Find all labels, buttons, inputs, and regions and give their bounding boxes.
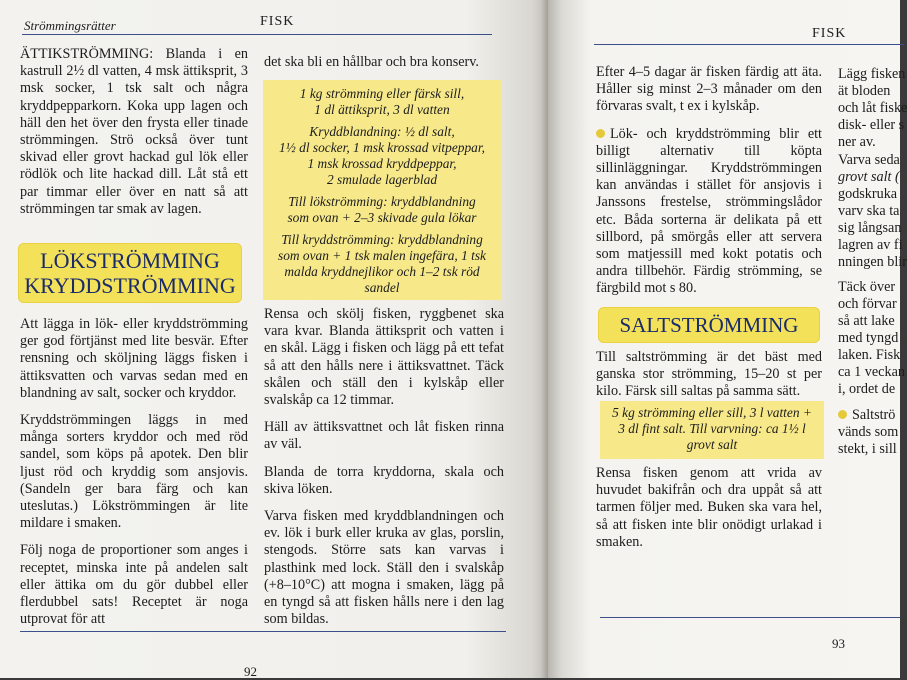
cutoff-text-line: nningen blir [838, 254, 907, 270]
cutoff-text-line: disk- eller s [838, 117, 905, 133]
right-column-1-lower [596, 465, 822, 561]
method-paragraph-4: Varva fisken med kryddblandningen och ev. lök i burk eller kruka av glas, porslin, stengods. Större sats kan varvas i plasthink med lock. Ställ den i svalskåp (+8–10°C) att mogna i smaken, lägg på en tyngd så att fisken hålls nere i den lag som bildas. [264, 508, 504, 628]
lokstromming-heading [18, 243, 242, 303]
cutoff-text-line: lagren av fi [838, 237, 903, 253]
ingredient-line: 2 smulade lagerblad [326, 172, 438, 187]
page-number: 92 [244, 664, 257, 679]
chapter-title: FISK [812, 26, 847, 41]
method-paragraph-3: Blanda de torra kryddorna, skala och skiva löken. [264, 463, 504, 497]
ingredient-line: 1 msk krossad kryddpeppar, [307, 156, 457, 171]
cutoff-text-line: i, ordet de [838, 381, 896, 397]
method-paragraph-1: Rensa och skölj fisken, ryggbenet ska vara kvar. Blanda ättiksprit och vatten i en skål. Lägg i fisken och lägg på ett tefat så att den hålls nere i ättiksvattnet. Täck skålen och ställ den i kylskåp eller svalskåp ca 12 timmar. [264, 306, 504, 409]
cutoff-text-line: ät bloden [838, 83, 891, 99]
chapter-title: FISK [260, 14, 295, 29]
attikstromming-paragraph: ÄTTIKSTRÖMMING: Blanda i en kastrull 2½ dl vatten, 4 msk ättiksprit, 3 msk socker, 1 tsk salt och några kryddpepparkorn. Koka upp lagen och häll den het över den frysta eller tinade strömmingen. Strö också över tunt skivad eller grovt hackad gul lök eller rödlök och lite hackad dill. Låt stå ett par timmar eller över en natt så att strömmingen tar smak av lagen. [20, 46, 248, 217]
section-title: Strömmingsrätter [24, 18, 116, 33]
right-running-header [594, 26, 904, 45]
cutoff-text-line: Saltströ [838, 407, 895, 424]
cutoff-text-line: stekt, i sill [838, 441, 897, 457]
ingredient-line: 1½ dl socker, 1 msk krossad vitpeppar, [279, 140, 485, 155]
ingredient-line: Till kryddströmming: kryddblandning som ovan + 1 tsk malen ingefära, 1 tsk malda kryddnejlikor och 1–2 tsk röd sandel [277, 232, 486, 295]
right-column-1 [596, 64, 822, 308]
cutoff-text-line: och förvar [838, 296, 897, 312]
footer-rule [20, 631, 506, 632]
intro-paragraph: Att lägga in lök- eller kryddströmming ger god förtjänst med lite besvär. Efter rensning och sköljning läggs fisken i ättiksvatten och varvas sedan med en blandning av salt, socker och kryddor. [20, 316, 248, 401]
bullet-icon [596, 129, 605, 138]
cutoff-text-line: Varva seda [838, 152, 900, 168]
cutoff-text-line: Lägg fisken [838, 66, 906, 82]
page-number: 93 [832, 636, 845, 651]
right-column-2-cutoff [838, 66, 907, 466]
heading-line-1: LÖKSTRÖMMING [40, 248, 220, 273]
cleaning-paragraph: Rensa fisken genom att vrida av huvudet bakifrån och dra uppåt så att tarmen följer med. Buken ska vara hel, så att fisken inte blir onödigt urlakad i smaken. [596, 465, 822, 550]
cutoff-text-line: varv ska ta [838, 203, 900, 219]
ingredients-box [263, 80, 501, 300]
saltstromming-heading: SALTSTRÖMMING [598, 307, 820, 343]
footer-rule [600, 617, 900, 618]
cutoff-text-line: grovt salt ( [838, 169, 900, 185]
cutoff-text-line: ca 1 veckan [838, 364, 905, 380]
salt-ingredients-box [600, 401, 824, 459]
ingredient-line: 5 kg strömming eller sill, 3 l vatten + [612, 405, 812, 420]
cutoff-text-line: och låt fiske [838, 100, 907, 116]
right-page [548, 0, 907, 678]
saltstromming-intro: Till saltströmming är det bäst med ganska stor strömming, 15–20 st per kilo. Färsk sill saltas på samma sätt. [596, 349, 822, 400]
ingredient-line: Till lökströmming: kryddblandning [288, 194, 476, 209]
proportions-paragraph: Följ noga de proportioner som anges i receptet, minska inte på andelen salt eller ättika om du gör dubbel eller flerdubbel sats! Receptet är noga utprovat för att [20, 542, 248, 628]
cutoff-text-line: så att lake [838, 313, 895, 329]
ingredient-line: grovt salt [686, 437, 738, 452]
storage-paragraph: Efter 4–5 dagar är fisken färdig att äta. Håller sig minst 2–3 månader om den förvaras svalt, t ex i kylskåp. [596, 64, 822, 115]
method-paragraph-2: Häll av ättiksvattnet och låt fisken rinna av väl. [264, 419, 504, 453]
left-running-header [22, 14, 492, 35]
heading-line-2: KRYDDSTRÖMMING [24, 273, 236, 298]
left-column-1-lower [20, 316, 248, 638]
left-column-2-lower [264, 306, 504, 638]
usage-paragraph: Lök- och kryddströmming blir ett billigt alternativ till köpta sillinläggningar. Kryddströmmingen kan användas i stället för ansjovis i Janssons frestelse, strömmingslådor etc. Båda sorterna är delikata på ett sillbord, på smörgås eller att servera som matjessill med kokt potatis och andra tillbehör. Färdig strömming, se färgbild mot s 80. [596, 125, 822, 297]
bullet-icon [838, 410, 847, 419]
ingredient-line: 3 dl fint salt. Till varvning: ca 1½ l [618, 421, 806, 436]
cutoff-text-line: vänds som [838, 424, 899, 440]
cutoff-text-line: godskruka [838, 186, 898, 202]
cutoff-text-line: sig långsan [838, 220, 902, 236]
cutoff-text-line: ner av. [838, 134, 876, 150]
ingredient-line: som ovan + 2–3 skivade gula lökar [287, 210, 477, 225]
left-column-2 [264, 54, 504, 81]
cutoff-text-line: Täck över [838, 279, 896, 295]
cutoff-text-line: laken. Fisk [838, 347, 901, 363]
continuation-line: det ska bli en hållbar och bra konserv. [264, 54, 479, 70]
ingredient-line: 1 kg strömming eller färsk sill, [299, 86, 465, 101]
cutoff-text-line: med tyngd [838, 330, 899, 346]
kryddstromming-paragraph: Kryddströmmingen läggs in med många sorters kryddor och med röd sandel, som köps på apotek. Den blir ljust röd och kryddig som ansjovis. (Sandeln ger bara färg och kan uteslutas.) Lökströmmingen är lite mildare i smaken. [20, 412, 248, 532]
ingredient-line: 1 dl ättiksprit, 3 dl vatten [314, 102, 450, 117]
left-column-1 [20, 46, 248, 228]
ingredient-line: Kryddblandning: ½ dl salt, [309, 124, 455, 139]
